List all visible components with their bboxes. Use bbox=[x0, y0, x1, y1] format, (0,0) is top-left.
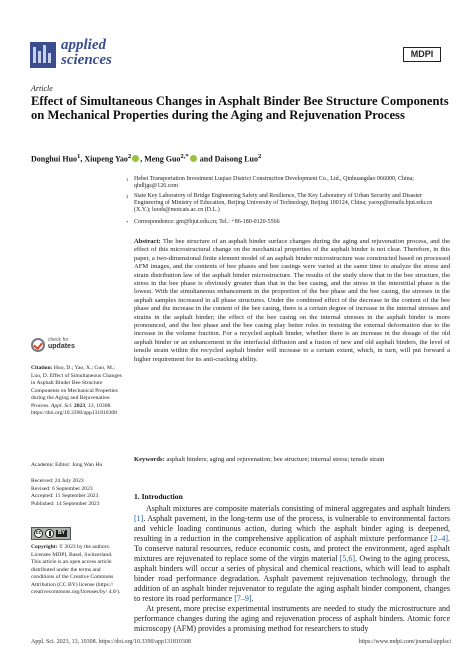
footer-journal-url[interactable]: https://www.mdpi.com/journal/applsci bbox=[358, 639, 451, 645]
date-accepted: Accepted: 11 September 2023 bbox=[31, 493, 99, 499]
reference-link[interactable]: [7–9] bbox=[234, 594, 252, 603]
check-updates-icon bbox=[31, 338, 45, 352]
journal-name-line1: applied bbox=[61, 37, 106, 53]
intro-paragraph-1 bbox=[134, 504, 450, 604]
date-published: Published: 14 September 2023 bbox=[31, 500, 100, 507]
intro-text: Asphalt mixtures are composite materials consisting of mineral aggregates and asphalt binders bbox=[146, 504, 450, 513]
correspondence bbox=[126, 219, 450, 226]
author-name[interactable]: Daisong Luo bbox=[214, 154, 259, 164]
author-affil-sup: 2 bbox=[127, 153, 132, 160]
journal-logo-icon bbox=[30, 42, 56, 68]
check-for-updates-line1: check for bbox=[48, 337, 69, 343]
keywords bbox=[134, 456, 450, 464]
copyright-label: Copyright: bbox=[31, 544, 58, 550]
attribution-person-icon bbox=[45, 529, 54, 538]
section-heading-introduction: 1. Introduction bbox=[134, 492, 183, 501]
citation-text: Huo, D.; Yao, X.; Guo, M.; Luo, D. Effect of Simultaneous Changes in Asphalt Binder Bee Structure Components on Mechanical Properties during the Aging and Rejuvenation Process. bbox=[31, 365, 122, 409]
check-for-updates-badge[interactable] bbox=[31, 336, 101, 356]
intro-text: . Asphalt pavement, in the long-term use of the process, is vulnerable to environmental factors and vehicle loading continuous action, during which the asphalt binder aging is deepened, resulting in a reduction in the comprehensive application of asphalt mixture performance bbox=[134, 514, 450, 543]
abstract-text: The bee structure of an asphalt binder surface changes during the aging and rejuvenation process, and the effect of this microstructural change on the mechanical properties of the asphalt binder is not clear. Therefore, in this paper, a two-dimensional finite element model of an asphalt binder microstructure was constructed based on processed AFM images, and the contents of bee phases and bee casings were varied at the same time to analyze the stress and strain distribution law of the asphalt binder microstructure. The results of the study show that in the bee structure, the stress in the bee phase is obviously greater than that in the bee casing, and the stress in the interstitial phase is the lowest. With the simultaneous enhancement in the proportion of the bee phase and the bee casing, the stresses in the asphalt samples increased in all phase structures. Under the combined effect of the decrease in the content of the bee phase and the increase in the content of the bee casing, there is a certain degree of increase in the internal stresses and strains in the asphalt binder; the effect of the bee casing on the internal stresses in the asphalt binder is more pronounced, and the bee phase and the bee casing play better roles in resisting the external deformation due to the increase in the volume fraction. For a recycled asphalt binder, whether there is an increase in the dosage of the old asphalt binder or an enhancement in the interfacial diffusion and a fusion of new and old asphalt binders, the level of tensile strain within the recycled asphalt binder will increase to a certain extent, which, in turn, will put forward a higher requirement for its anti-cracking ability. bbox=[134, 238, 451, 363]
citation-doi[interactable]: , 10308. https://doi.org/10.3390/app131810308 bbox=[31, 402, 117, 416]
footer-citation[interactable]: Appl. Sci. 2023, 13, 10308. https://doi.org/10.3390/app131810308 bbox=[31, 639, 191, 645]
publication-dates bbox=[31, 478, 123, 508]
citation-journal: Appl. Sci. bbox=[50, 402, 73, 409]
affiliation-number: 2 bbox=[126, 194, 129, 199]
citation-block: Citation: Huo, D.; Yao, X.; Guo, M.; Luo, D. Effect of Simultaneous Changes in Asphalt Binder Bee Structure Components on Mechanical Properties during the Aging and Rejuvenation Process. Appl. Sci. 2023, 13, 10308. https://doi.org/10.3390/app131810308 bbox=[31, 365, 122, 416]
cc-icon: cc bbox=[35, 530, 42, 536]
intro-text: . bbox=[251, 594, 254, 603]
intro-text: . Owing to the aging process, asphalt binders will occur a series of physical and chemical reactions, which will lead to asphalt binder road performance degradation. Asphalt pavement rejuvenation technology, through the addition of an asphalt binder rejuvenator to regulate the aging asphalt binder component, changes to restore its road performance bbox=[134, 554, 450, 603]
check-for-updates-line2: updates bbox=[48, 343, 75, 350]
journal-name bbox=[61, 38, 112, 68]
citation-volume: 13 bbox=[87, 402, 94, 409]
author-name[interactable]: Xiupeng Yao bbox=[84, 154, 128, 164]
citation-label: Citation: bbox=[31, 365, 53, 371]
intro-text: . To conserve natural resources, reduce economic costs, and protect the environment, aged asphalt mixtures are rejuvenated to replace some of the virgin material bbox=[134, 534, 450, 563]
author-affil-sup: 2,* bbox=[180, 153, 189, 160]
affiliation-text: Hebei Transportation Investment Luqiao District Construction Development Co., Ltd., Qinhuangdao 066000, China; qhdljgs@126.com bbox=[134, 176, 414, 190]
copyright-notice bbox=[31, 544, 123, 597]
affiliation-number: 1 bbox=[126, 177, 129, 182]
affiliation-2 bbox=[126, 193, 450, 215]
author-name[interactable]: Donghui Huo bbox=[31, 154, 78, 164]
author-list: Donghui Huo$^1$, Xiupeng Yao$^2$ , Meng Guo$^{2,*}$ and Daisong Luo$^2$ bbox=[31, 153, 262, 164]
keywords-text: asphalt binders; aging and rejuvenation; bee structure; internal stress; tensile strain bbox=[166, 456, 385, 463]
cc-by-license-badge[interactable] bbox=[31, 527, 71, 540]
reference-link[interactable]: [1] bbox=[134, 514, 144, 523]
reference-link[interactable]: [2–4] bbox=[430, 534, 448, 543]
introduction-body bbox=[134, 504, 450, 634]
cc-by-label: BY bbox=[58, 530, 65, 536]
author-name[interactable]: Meng Guo bbox=[144, 154, 181, 164]
affiliation-number: * bbox=[126, 220, 129, 225]
journal-name-line2: sciences bbox=[61, 52, 112, 68]
affiliation-1 bbox=[126, 176, 450, 190]
academic-editor: Academic Editor: Jong Wan Hu bbox=[31, 462, 103, 468]
intro-paragraph-2: At present, more precise experimental instruments are needed to study the microstructure and performance changes during the aging and rejuvenation process of asphalt binders. Atomic force microscopy (AFM) provides a promising method for researchers to study bbox=[134, 604, 450, 633]
article-title: Effect of Simultaneous Changes in Asphalt Binder Bee Structure Components on Mechanical Properties during the Aging and Rejuvenation Process bbox=[31, 94, 449, 122]
date-revised: Revised: 6 September 2023 bbox=[31, 485, 93, 492]
reference-link[interactable]: [5,6] bbox=[339, 554, 356, 563]
orcid-icon[interactable] bbox=[190, 155, 197, 162]
publisher-logo[interactable]: MDPI bbox=[403, 47, 441, 62]
article-type: Article bbox=[31, 84, 53, 93]
date-received: Received: 24 July 2023 bbox=[31, 478, 84, 484]
copyright-text: © 2023 by the authors. Licensee MDPI, Basel, Switzerland. This article is an open access article distributed under the terms and conditions of the Creative Commons Attribution (CC BY) license (https:// creativecommons.org/licenses/by/ 4.0/). bbox=[31, 544, 121, 595]
orcid-icon[interactable] bbox=[132, 155, 139, 162]
author-affil-sup: 1 bbox=[77, 153, 81, 160]
keywords-label: Keywords: bbox=[134, 456, 165, 463]
affiliation-text: State Key Laboratory of Bridge Engineering Safety and Resilience, The Key Laboratory of Urban Security and Disaster Engineering of Ministry of Education, Beijing University of Technology, Beijing 100124, China; yaoxp@emails.bjut.edu.cn (X.Y.); luods@motcats.ac.cn (D.L.) bbox=[134, 193, 433, 214]
correspondence-text: Correspondence: gm@bjut.edu.cn; Tel.: +86-180-0120-5566 bbox=[134, 219, 280, 225]
abstract-label: Abstract: bbox=[134, 238, 161, 245]
author-affil-sup: 2 bbox=[258, 153, 262, 160]
page-footer bbox=[31, 639, 451, 645]
abstract bbox=[134, 238, 450, 364]
citation-year: 2023 bbox=[73, 402, 86, 409]
